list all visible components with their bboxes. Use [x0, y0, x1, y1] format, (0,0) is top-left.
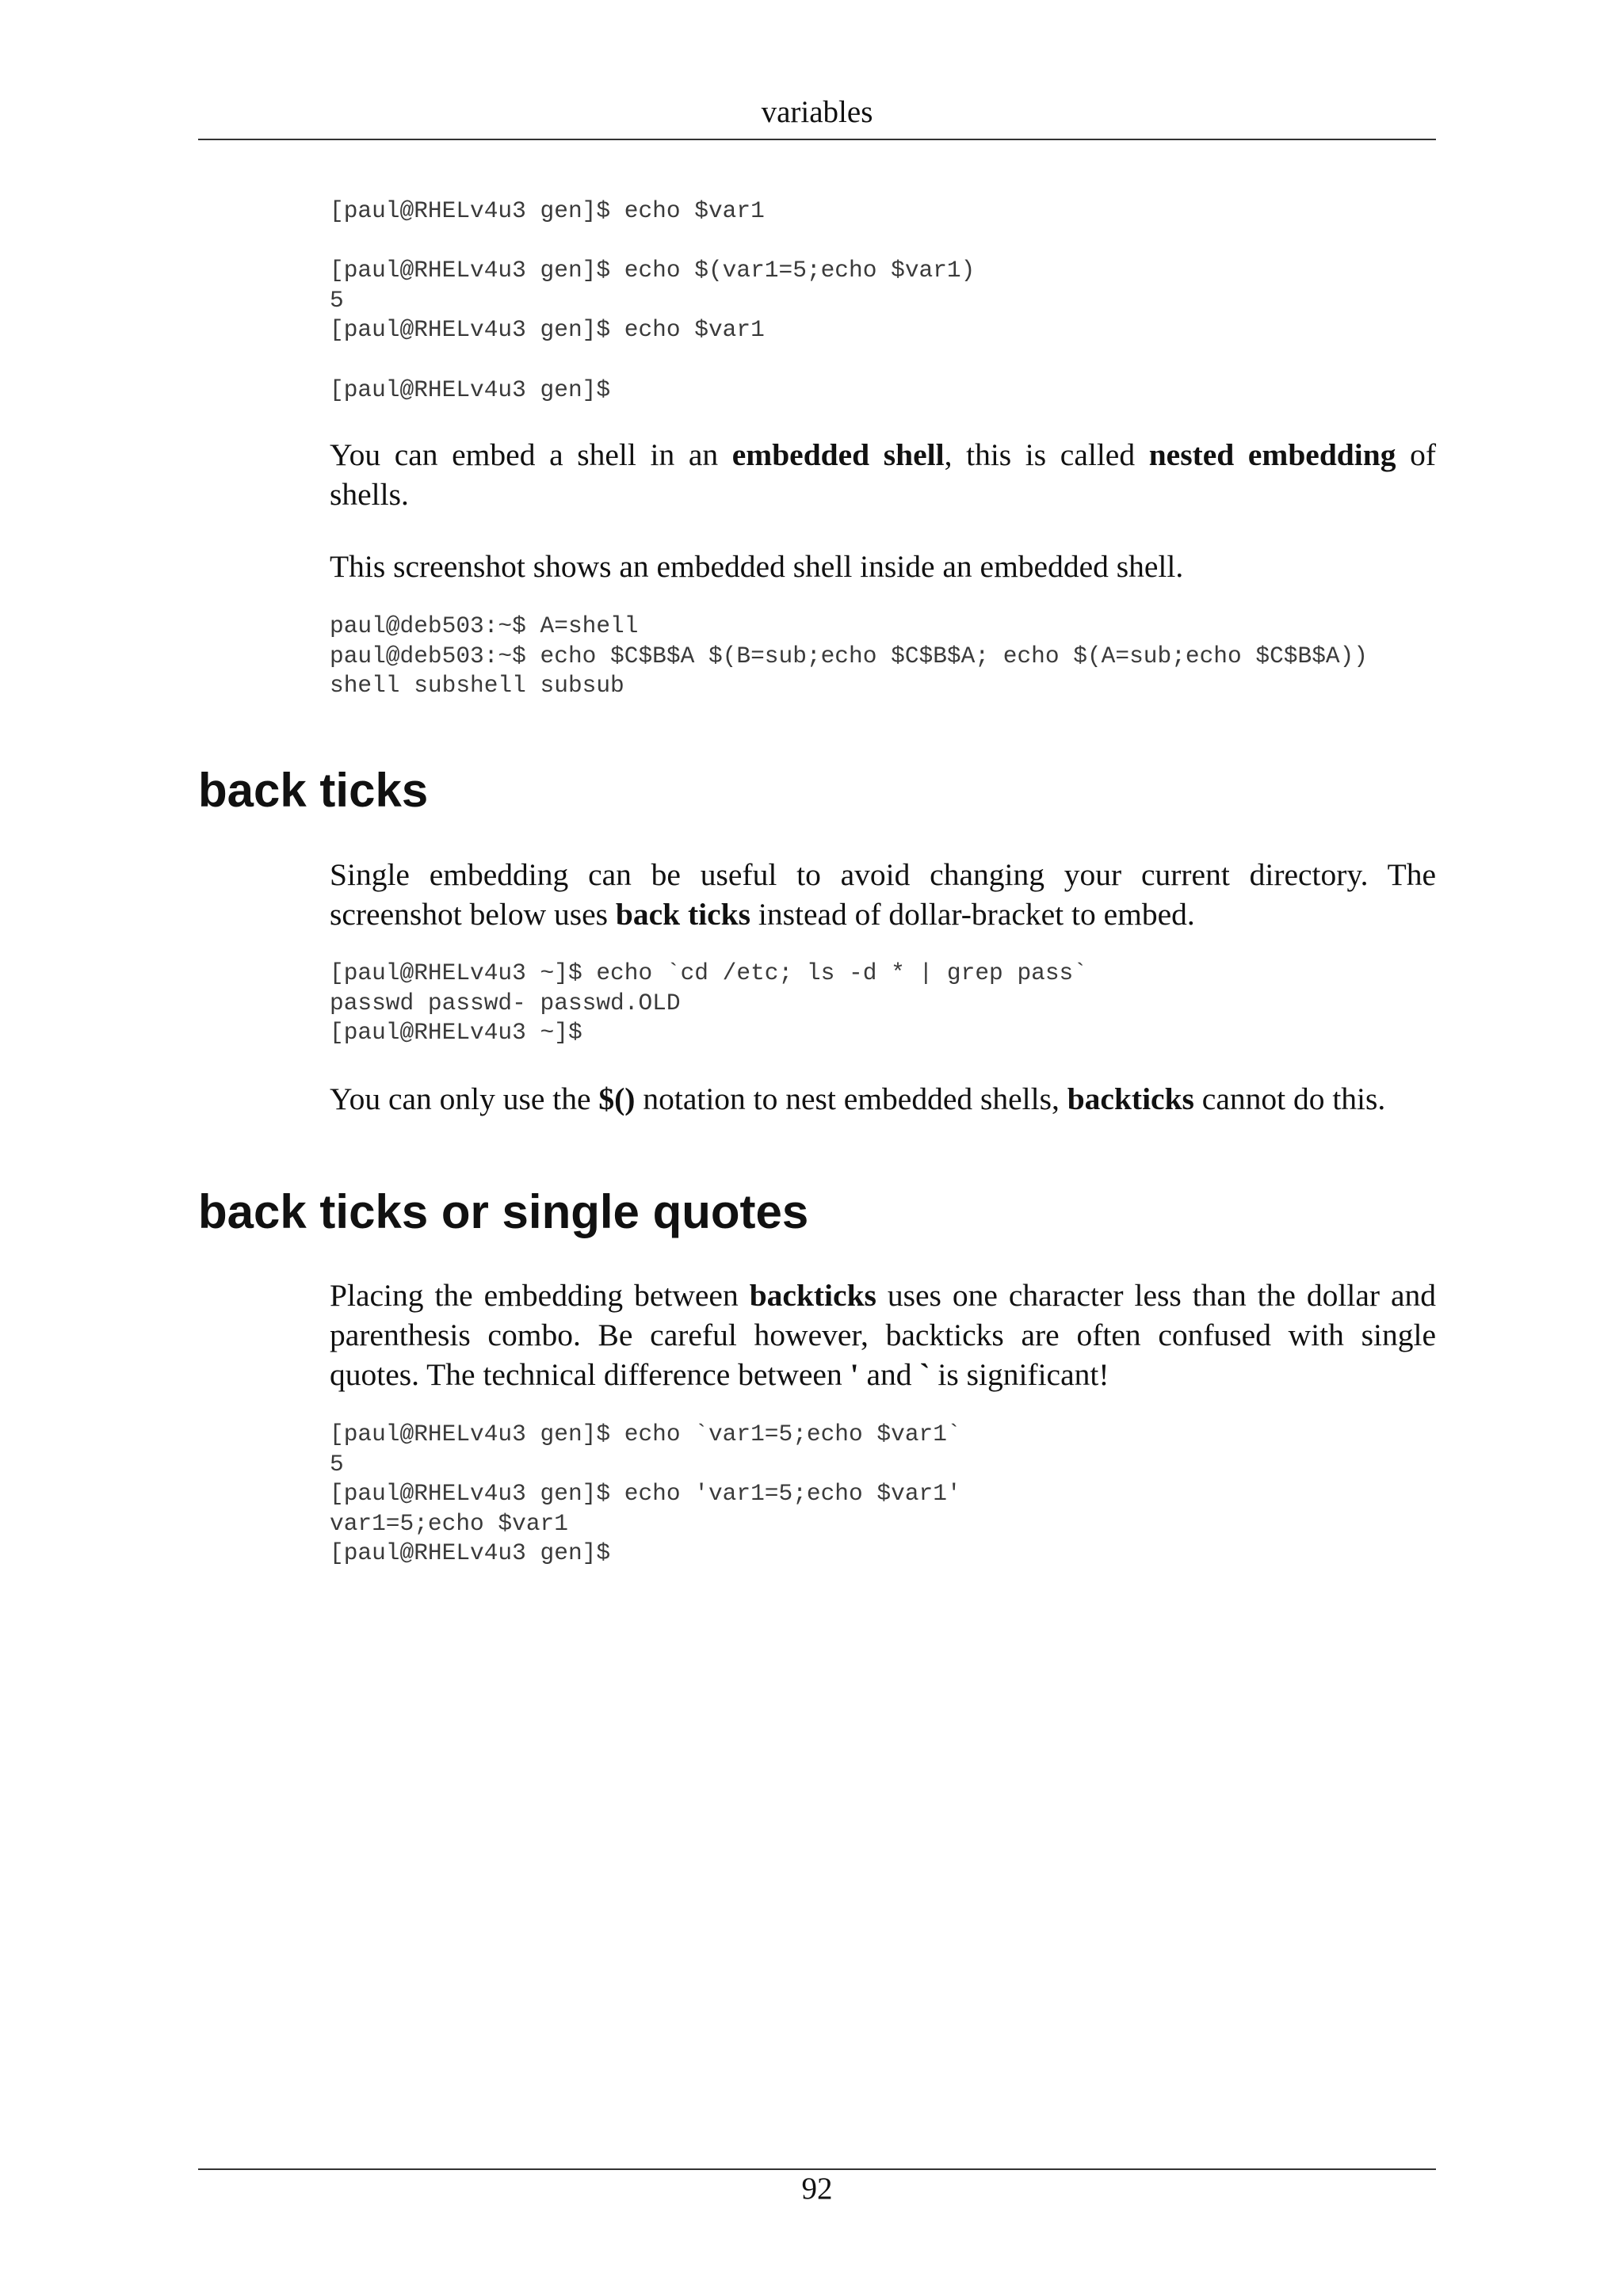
paragraph-nest-notation: You can only use the $() notation to nest embedded shells, backticks cannot do this. [330, 1081, 1386, 1116]
section-heading-back-ticks-or-single-quotes: back ticks or single quotes [198, 1185, 809, 1238]
term-dollar-paren: $() [598, 1081, 636, 1116]
term-backtick-char: ` [919, 1357, 930, 1392]
code-block-subshell: paul@deb503:~$ A=shell paul@deb503:~$ echo $C$B$A $(B=sub;echo $C$B$A; echo $(A=sub;echo $C$B$A)) shell subshell subsub [330, 612, 1369, 700]
paragraph-backticks-vs-quotes: Placing the embedding between backticks uses one character less than the dollar and parenthesis combo. Be careful however, backticks are often confused with single quotes. The technical difference between ' and ` is significant! [330, 1278, 1436, 1392]
code-block-backtick-embed: [paul@RHELv4u3 ~]$ echo `cd /etc; ls -d * | grep pass` passwd passwd- passwd.OLD [paul@RHELv4u3 ~]$ [330, 959, 1087, 1047]
page-number: 92 [801, 2172, 833, 2206]
term-backticks: backticks [1067, 1081, 1194, 1116]
term-back-ticks: back ticks [615, 897, 750, 932]
term-nested-embedding: nested embedding [1148, 437, 1396, 472]
code-block-quotes-comparison: [paul@RHELv4u3 gen]$ echo `var1=5;echo $var1` 5 [paul@RHELv4u3 gen]$ echo 'var1=5;echo $var1' var1=5;echo $var1 [paul@RHELv4u3 gen]$ [330, 1421, 961, 1567]
paragraph-nested-embedding: You can embed a shell in an embedded shell, this is called nested embedding of shells. [330, 437, 1436, 512]
running-header: variables [761, 95, 873, 129]
header-rule [198, 139, 1436, 140]
term-embedded-shell: embedded shell [731, 437, 945, 472]
term-single-quote: ' [850, 1357, 859, 1392]
section-heading-back-ticks: back ticks [198, 764, 429, 817]
paragraph-screenshot-intro: This screenshot shows an embedded shell inside an embedded shell. [330, 549, 1184, 584]
paragraph-single-embedding: Single embedding can be useful to avoid changing your current directory. The screenshot below uses back ticks instead of dollar-bracket to embed. [330, 857, 1436, 932]
code-block-var1: [paul@RHELv4u3 gen]$ echo $var1 [paul@RHELv4u3 gen]$ echo $(var1=5;echo $var1) 5 [paul@RHELv4u3 gen]$ echo $var1 [paul@RHELv4u3 gen]$ [330, 197, 976, 403]
term-backticks-2: backticks [749, 1278, 876, 1313]
